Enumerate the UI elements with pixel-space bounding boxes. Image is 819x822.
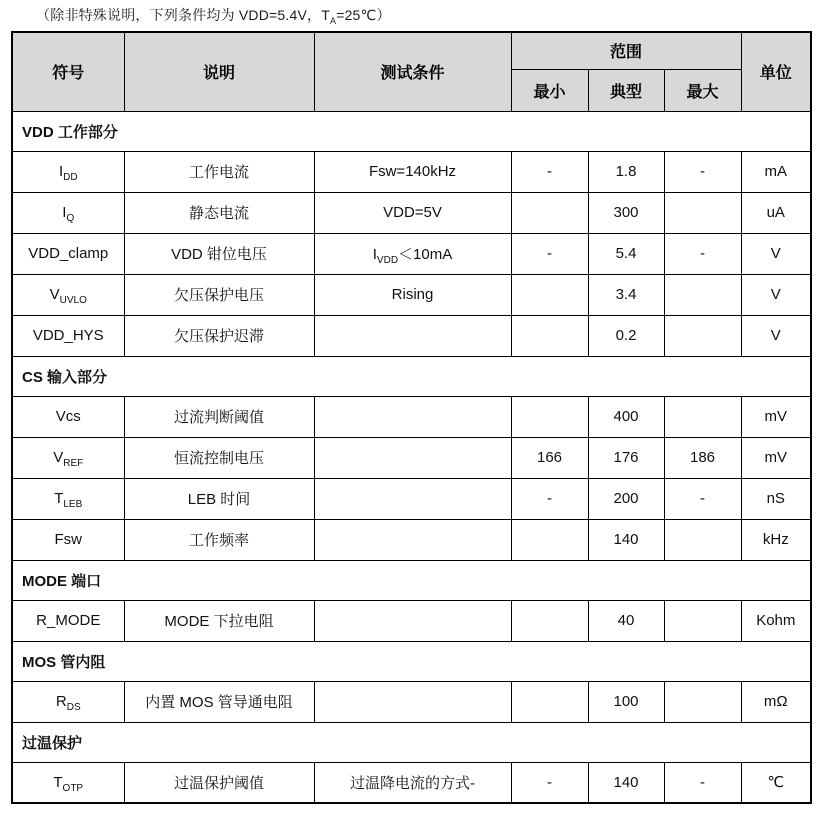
typ-cell: 5.4 — [588, 233, 664, 274]
description-cell: 过流判断阈值 — [124, 396, 314, 437]
unit-cell: V — [741, 233, 811, 274]
min-cell — [511, 519, 588, 560]
min-cell — [511, 274, 588, 315]
condition-cell — [314, 478, 511, 519]
unit-cell: mV — [741, 437, 811, 478]
description-cell: LEB 时间 — [124, 478, 314, 519]
symbol-cell: Fsw — [12, 519, 124, 560]
unit-cell: ℃ — [741, 762, 811, 803]
typ-cell: 100 — [588, 681, 664, 722]
max-cell: 186 — [664, 437, 741, 478]
col-header-test-condition: 测试条件 — [314, 32, 511, 111]
max-cell: - — [664, 478, 741, 519]
unit-cell: nS — [741, 478, 811, 519]
min-cell — [511, 315, 588, 356]
section-label: CS 输入部分 — [12, 356, 811, 396]
min-cell — [511, 600, 588, 641]
table-row — [12, 600, 811, 641]
min-cell: - — [511, 478, 588, 519]
symbol-cell: $R_{DS}$ — [12, 681, 124, 722]
min-cell: - — [511, 762, 588, 803]
unit-cell: uA — [741, 192, 811, 233]
description-cell: 过温保护阈值 — [124, 762, 314, 803]
table-row — [12, 519, 811, 560]
table-row — [12, 762, 811, 803]
conditions-note-prefix: （除非特殊说明，下列条件均为 VDD=5.4V，T — [36, 7, 330, 23]
typ-cell: 200 — [588, 478, 664, 519]
description-cell: 工作电流 — [124, 151, 314, 192]
symbol-cell: $I_Q$ — [12, 192, 124, 233]
typ-cell: 140 — [588, 762, 664, 803]
condition-cell — [314, 315, 511, 356]
symbol-cell: VDD_HYS — [12, 315, 124, 356]
condition-cell: 过温降电流的方式- — [314, 762, 511, 803]
col-header-min: 最小 — [511, 69, 588, 111]
table-row — [12, 315, 811, 356]
table-row — [12, 192, 811, 233]
table-row — [12, 681, 811, 722]
typ-cell: 400 — [588, 396, 664, 437]
unit-cell: mV — [741, 396, 811, 437]
condition-cell — [314, 519, 511, 560]
symbol-cell: R_MODE — [12, 600, 124, 641]
col-header-unit: 单位 — [741, 32, 811, 111]
conditions-note-suffix: =25℃） — [336, 7, 391, 23]
max-cell: - — [664, 233, 741, 274]
unit-cell: V — [741, 315, 811, 356]
typ-cell: 1.8 — [588, 151, 664, 192]
description-cell: 恒流控制电压 — [124, 437, 314, 478]
symbol-cell: $T_{LEB}$ — [12, 478, 124, 519]
max-cell — [664, 274, 741, 315]
header-row-top — [12, 32, 811, 69]
col-header-description: 说明 — [124, 32, 314, 111]
section-label: MODE 端口 — [12, 560, 811, 600]
col-header-symbol: 符号 — [12, 32, 124, 111]
description-cell: MODE 下拉电阻 — [124, 600, 314, 641]
condition-cell — [314, 437, 511, 478]
max-cell — [664, 192, 741, 233]
section-label: MOS 管内阻 — [12, 641, 811, 681]
col-header-max: 最大 — [664, 69, 741, 111]
unit-cell: mA — [741, 151, 811, 192]
max-cell — [664, 519, 741, 560]
col-header-typ: 典型 — [588, 69, 664, 111]
condition-cell: Rising — [314, 274, 511, 315]
electrical-characteristics-table — [11, 31, 812, 804]
min-cell: - — [511, 233, 588, 274]
condition-cell: Fsw=140kHz — [314, 151, 511, 192]
typ-cell: 40 — [588, 600, 664, 641]
min-cell: 166 — [511, 437, 588, 478]
typ-cell: 3.4 — [588, 274, 664, 315]
condition-cell — [314, 396, 511, 437]
condition-cell: VDD=5V — [314, 192, 511, 233]
max-cell: - — [664, 151, 741, 192]
max-cell — [664, 315, 741, 356]
max-cell — [664, 600, 741, 641]
condition-cell — [314, 600, 511, 641]
typ-cell: 0.2 — [588, 315, 664, 356]
min-cell — [511, 396, 588, 437]
typ-cell: 176 — [588, 437, 664, 478]
conditions-note — [36, 5, 391, 26]
unit-cell: V — [741, 274, 811, 315]
section-row — [12, 111, 811, 151]
table-row — [12, 274, 811, 315]
min-cell — [511, 192, 588, 233]
condition-cell: $I_{VDD}<10mA$ — [314, 233, 511, 274]
symbol-cell: Vcs — [12, 396, 124, 437]
section-label: 过温保护 — [12, 722, 811, 762]
unit-cell: Kohm — [741, 600, 811, 641]
unit-cell: mΩ — [741, 681, 811, 722]
description-cell: 工作频率 — [124, 519, 314, 560]
typ-cell: 140 — [588, 519, 664, 560]
section-label: VDD 工作部分 — [12, 111, 811, 151]
section-row — [12, 356, 811, 396]
description-cell: 欠压保护电压 — [124, 274, 314, 315]
description-cell: 内置 MOS 管导通电阻 — [124, 681, 314, 722]
typ-cell: 300 — [588, 192, 664, 233]
conditions-note-subscript: A — [329, 15, 337, 26]
condition-cell — [314, 681, 511, 722]
unit-cell: kHz — [741, 519, 811, 560]
max-cell — [664, 396, 741, 437]
table-row — [12, 396, 811, 437]
description-cell: VDD 钳位电压 — [124, 233, 314, 274]
symbol-cell: $V_{UVLO}$ — [12, 274, 124, 315]
col-header-range: 范围 — [511, 32, 741, 69]
description-cell: 静态电流 — [124, 192, 314, 233]
description-cell: 欠压保护迟滞 — [124, 315, 314, 356]
max-cell — [664, 681, 741, 722]
min-cell: - — [511, 151, 588, 192]
table-row — [12, 233, 811, 274]
table-row — [12, 151, 811, 192]
min-cell — [511, 681, 588, 722]
table-row — [12, 478, 811, 519]
section-row — [12, 722, 811, 762]
symbol-cell: $I_{DD}$ — [12, 151, 124, 192]
symbol-cell: $V_{REF}$ — [12, 437, 124, 478]
symbol-cell: $T_{OTP}$ — [12, 762, 124, 803]
section-row — [12, 560, 811, 600]
symbol-cell: VDD_clamp — [12, 233, 124, 274]
max-cell: - — [664, 762, 741, 803]
section-row — [12, 641, 811, 681]
table-row — [12, 437, 811, 478]
